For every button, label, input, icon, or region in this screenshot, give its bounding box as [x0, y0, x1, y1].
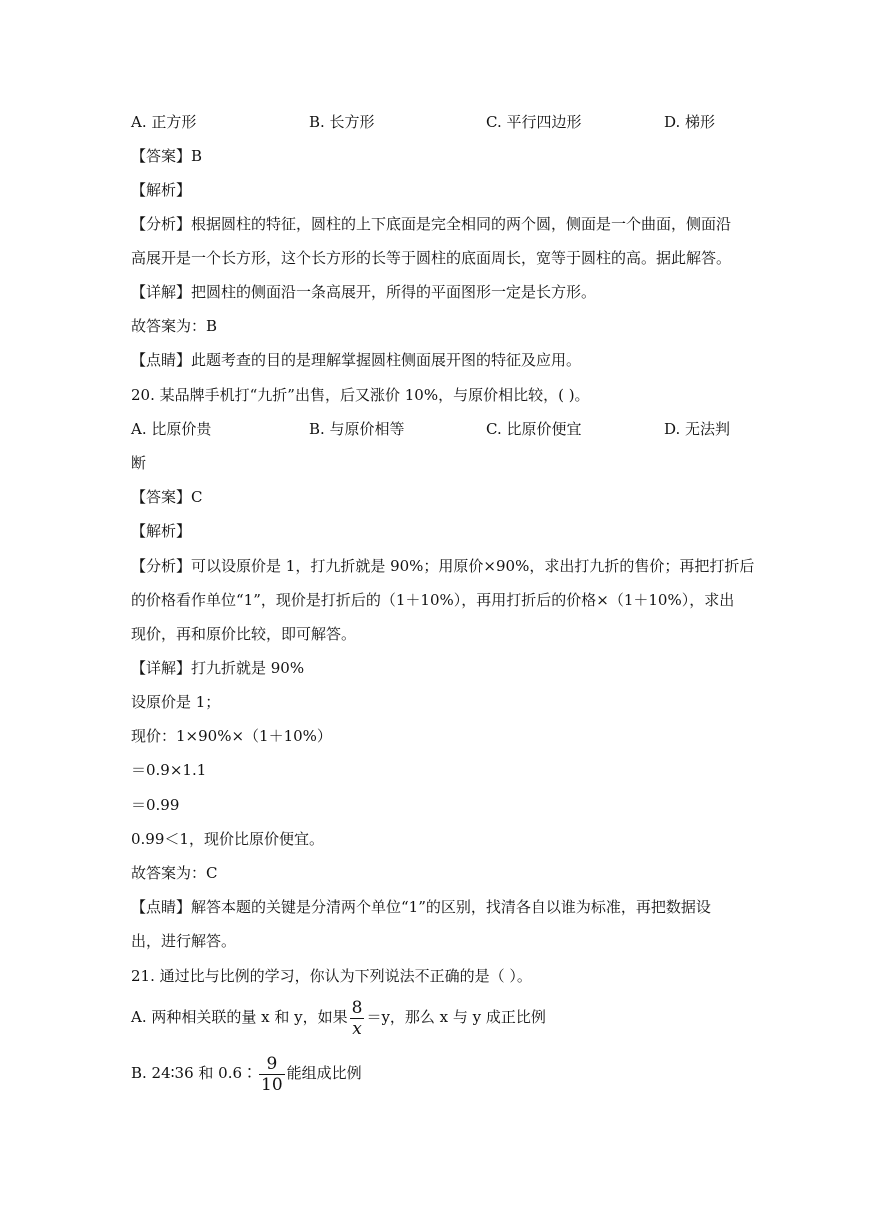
q19-answer: 【答案】B	[131, 147, 203, 165]
q20-analysis-title: 【解析】	[131, 522, 192, 540]
q19-xiangjie: 【详解】把圆柱的侧面沿一条高展开，所得的平面图形一定是长方形。	[131, 283, 597, 301]
q21-option-a	[131, 996, 546, 1039]
q20-final-answer: 故答案为：C	[131, 864, 218, 882]
q20-step1: 设原价是 1；	[131, 693, 221, 711]
q20-stem: 20. 某品牌手机打“九折”出售，后又涨价 10%，与原价相比较，( )。	[131, 386, 590, 404]
q21-option-a-denominator: x	[352, 1018, 362, 1039]
q19-analysis-title: 【解析】	[131, 181, 192, 199]
q19-option-c: C. 平行四边形	[486, 113, 582, 131]
q20-step3: ＝0.9×1.1	[131, 761, 207, 779]
q20-option-c: C. 比原价便宜	[486, 420, 582, 438]
q21-option-a-text-before: A. 两种相关联的量 x 和 y，如果	[131, 1008, 348, 1026]
q21-option-a-fraction	[350, 998, 365, 1039]
q20-step4: ＝0.99	[131, 796, 180, 814]
q20-option-d: D. 无法判	[664, 420, 731, 438]
q21-option-b	[131, 1052, 362, 1095]
q20-step5: 0.99＜1，现价比原价便宜。	[131, 830, 324, 848]
q21-option-b-text-after: 能组成比例	[286, 1064, 362, 1082]
q21-option-a-text-after: ＝y，那么 x 与 y 成正比例	[366, 1008, 546, 1026]
q20-answer: 【答案】C	[131, 488, 203, 506]
q21-option-b-fraction	[259, 1054, 285, 1095]
q20-fenxi-line3: 现价，再和原价比较，即可解答。	[131, 625, 357, 643]
q21-option-b-text-before: B. 24∶36 和 0.6∶	[131, 1064, 258, 1082]
q21-option-b-denominator: 10	[261, 1074, 283, 1095]
q20-option-b: B. 与原价相等	[309, 420, 405, 438]
q20-fenxi-line1: 【分析】可以设原价是 1，打九折就是 90%；用原价×90%，求出打九折的售价；再把打折后	[131, 557, 755, 575]
q21-option-b-numerator: 9	[259, 1054, 285, 1075]
q21-option-a-numerator: 8	[351, 997, 363, 1018]
q21-stem: 21. 通过比与比例的学习，你认为下列说法不正确的是（ ）。	[131, 967, 532, 985]
q19-option-b: B. 长方形	[309, 113, 375, 131]
q20-option-a: A. 比原价贵	[131, 420, 212, 438]
q19-option-d: D. 梯形	[664, 113, 716, 131]
q20-dianjing-line2: 出，进行解答。	[131, 932, 237, 950]
q20-fenxi-line2: 的价格看作单位“1”，现价是打折后的（1＋10%），再用打折后的价格×（1＋10%），求出	[131, 591, 735, 609]
q19-final-answer: 故答案为：B	[131, 317, 218, 335]
q20-option-d-wrap: 断	[131, 454, 147, 472]
q19-option-a: A. 正方形	[131, 113, 197, 131]
q20-step2: 现价：1×90%×（1＋10%）	[131, 727, 332, 745]
q19-fenxi-line1: 【分析】根据圆柱的特征，圆柱的上下底面是完全相同的两个圆，侧面是一个曲面，侧面沿	[131, 215, 732, 233]
q20-xiangjie: 【详解】打九折就是 90%	[131, 659, 305, 677]
q20-dianjing-line1: 【点睛】解答本题的关键是分清两个单位“1”的区别，找清各自以谁为标准，再把数据设	[131, 898, 711, 916]
q19-dianjing: 【点睛】此题考查的目的是理解掌握圆柱侧面展开图的特征及应用。	[131, 351, 582, 369]
q19-fenxi-line2: 高展开是一个长方形，这个长方形的长等于圆柱的底面周长，宽等于圆柱的高。据此解答。	[131, 249, 732, 267]
